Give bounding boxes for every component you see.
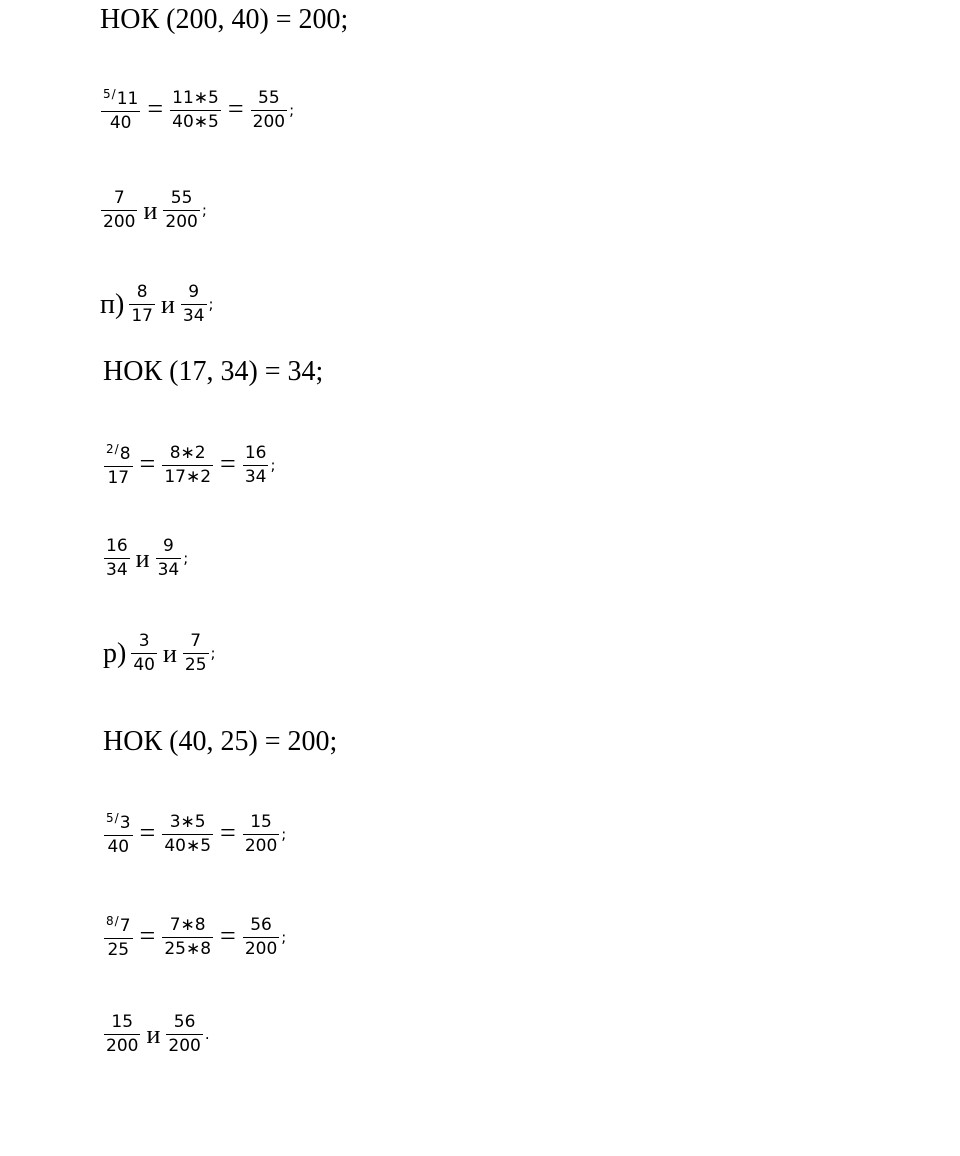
conjunction: и <box>162 638 177 668</box>
numerator: 9 <box>188 282 200 302</box>
numerator: 7 <box>190 631 202 651</box>
multiplier: 2 <box>106 442 114 456</box>
equals-sign: = <box>220 818 236 849</box>
conjunction: и <box>160 289 175 319</box>
equals-sign: = <box>220 449 236 480</box>
comparison-line-15-56 <box>103 1014 210 1055</box>
denominator: 40 <box>133 655 155 675</box>
equals-sign: = <box>139 449 156 480</box>
denominator: 200 <box>103 212 136 232</box>
multiplier: 8 <box>106 914 114 928</box>
denominator: 25 <box>107 940 130 960</box>
numerator-value: 7 <box>119 916 131 936</box>
period: . <box>204 1025 210 1043</box>
denominator: 40∗5 <box>172 111 219 132</box>
multiplier-slash: / <box>114 442 119 456</box>
numerator: 7∗8 <box>169 914 206 935</box>
numerator: 3∗5 <box>169 811 206 832</box>
denominator: 34 <box>106 560 128 580</box>
lcm-line-40-25 <box>103 728 337 756</box>
lcm-text: НОК (17, 34) = 34; <box>103 356 324 387</box>
fraction-second <box>182 633 210 674</box>
denominator: 25∗8 <box>164 938 212 959</box>
numerator: 15 <box>250 811 272 832</box>
equals-sign: = <box>139 921 156 952</box>
denominator: 34 <box>157 560 180 580</box>
denominator: 34 <box>182 306 205 326</box>
comparison-line-16-9 <box>103 538 188 579</box>
denominator: 200 <box>168 1036 201 1056</box>
conjunction: и <box>143 195 158 225</box>
numerator: 55 <box>170 188 193 208</box>
task-r-line <box>103 633 216 674</box>
lcm-text: НОК (40, 25) = 200; <box>103 726 338 757</box>
fraction-second <box>165 1014 203 1055</box>
equals-sign: = <box>147 94 164 125</box>
multiplier-slash: / <box>111 87 116 101</box>
fraction-first <box>128 284 156 325</box>
denominator: 40 <box>107 837 130 857</box>
fraction-with-multiplier <box>103 443 134 487</box>
numerator: 9 <box>162 536 174 556</box>
semicolon: ; <box>281 927 287 946</box>
multiplier-slash: / <box>114 914 119 928</box>
numerator <box>104 443 133 466</box>
fraction-first <box>103 1014 141 1055</box>
fraction-multiplied <box>169 87 222 132</box>
numerator: 56 <box>250 914 272 935</box>
fraction-second <box>162 190 200 231</box>
equals-sign: = <box>220 921 236 952</box>
semicolon: ; <box>210 644 216 662</box>
conjunction: и <box>146 1019 161 1049</box>
lcm-line-17-34 <box>103 358 323 386</box>
numerator <box>104 812 133 835</box>
fraction-first <box>103 538 131 579</box>
task-label: п) <box>100 288 125 320</box>
conjunction: и <box>135 543 150 573</box>
fraction-first <box>100 190 138 231</box>
task-label: р) <box>103 637 127 669</box>
multiplier: 5 <box>103 87 111 101</box>
denominator: 34 <box>244 466 267 487</box>
lcm-line-200-40 <box>100 6 348 34</box>
semicolon: ; <box>208 295 214 313</box>
denominator: 17 <box>131 306 153 326</box>
denominator: 200 <box>252 111 286 132</box>
equals-sign: = <box>227 94 244 125</box>
fraction-multiplied <box>161 442 214 487</box>
multiplier: 5 <box>106 811 114 825</box>
denominator: 200 <box>244 835 278 856</box>
numerator: 11∗5 <box>172 87 219 108</box>
equation-line-7-25 <box>103 915 286 959</box>
semicolon: ; <box>201 201 207 219</box>
fraction-with-multiplier <box>103 812 134 856</box>
fraction-multiplied <box>161 811 214 856</box>
semicolon: ; <box>270 455 276 474</box>
numerator: 16 <box>244 442 267 463</box>
fraction-result <box>242 914 280 959</box>
fraction-multiplied <box>161 914 214 959</box>
equals-sign: = <box>139 818 156 849</box>
fraction-first <box>130 633 158 674</box>
multiplier-slash: / <box>114 811 119 825</box>
fraction-second <box>180 284 208 325</box>
fraction-second <box>155 538 183 579</box>
semicolon: ; <box>281 824 287 843</box>
numerator: 3 <box>138 631 150 651</box>
numerator: 15 <box>111 1012 134 1032</box>
numerator-value: 11 <box>116 89 139 109</box>
semicolon: ; <box>183 549 189 567</box>
numerator <box>104 915 133 938</box>
fraction-result <box>242 442 270 487</box>
denominator: 200 <box>165 212 198 232</box>
numerator: 7 <box>113 188 125 208</box>
denominator: 200 <box>244 938 278 959</box>
equation-line-3-40 <box>103 812 286 856</box>
numerator: 16 <box>106 536 128 556</box>
numerator-value: 3 <box>119 813 131 833</box>
equation-line-8-17 <box>103 443 276 487</box>
numerator: 8∗2 <box>169 442 206 463</box>
numerator: 55 <box>258 87 280 108</box>
denominator: 40 <box>109 113 132 133</box>
fraction-result <box>250 87 288 132</box>
denominator: 40∗5 <box>164 835 212 856</box>
fraction-result <box>242 811 280 856</box>
denominator: 25 <box>184 655 207 675</box>
equation-line-11-40 <box>100 88 294 132</box>
lcm-text: НОК (200, 40) = 200; <box>100 4 349 35</box>
task-p-line <box>100 284 214 325</box>
numerator: 56 <box>173 1012 196 1032</box>
semicolon: ; <box>289 100 295 119</box>
numerator <box>101 88 140 111</box>
fraction-with-multiplier <box>103 915 134 959</box>
denominator: 200 <box>106 1036 139 1056</box>
numerator: 8 <box>136 282 148 302</box>
denominator: 17 <box>107 468 130 488</box>
denominator: 17∗2 <box>164 466 212 487</box>
comparison-line-7-55 <box>100 190 207 231</box>
numerator-value: 8 <box>119 444 131 464</box>
fraction-with-multiplier <box>100 88 141 132</box>
